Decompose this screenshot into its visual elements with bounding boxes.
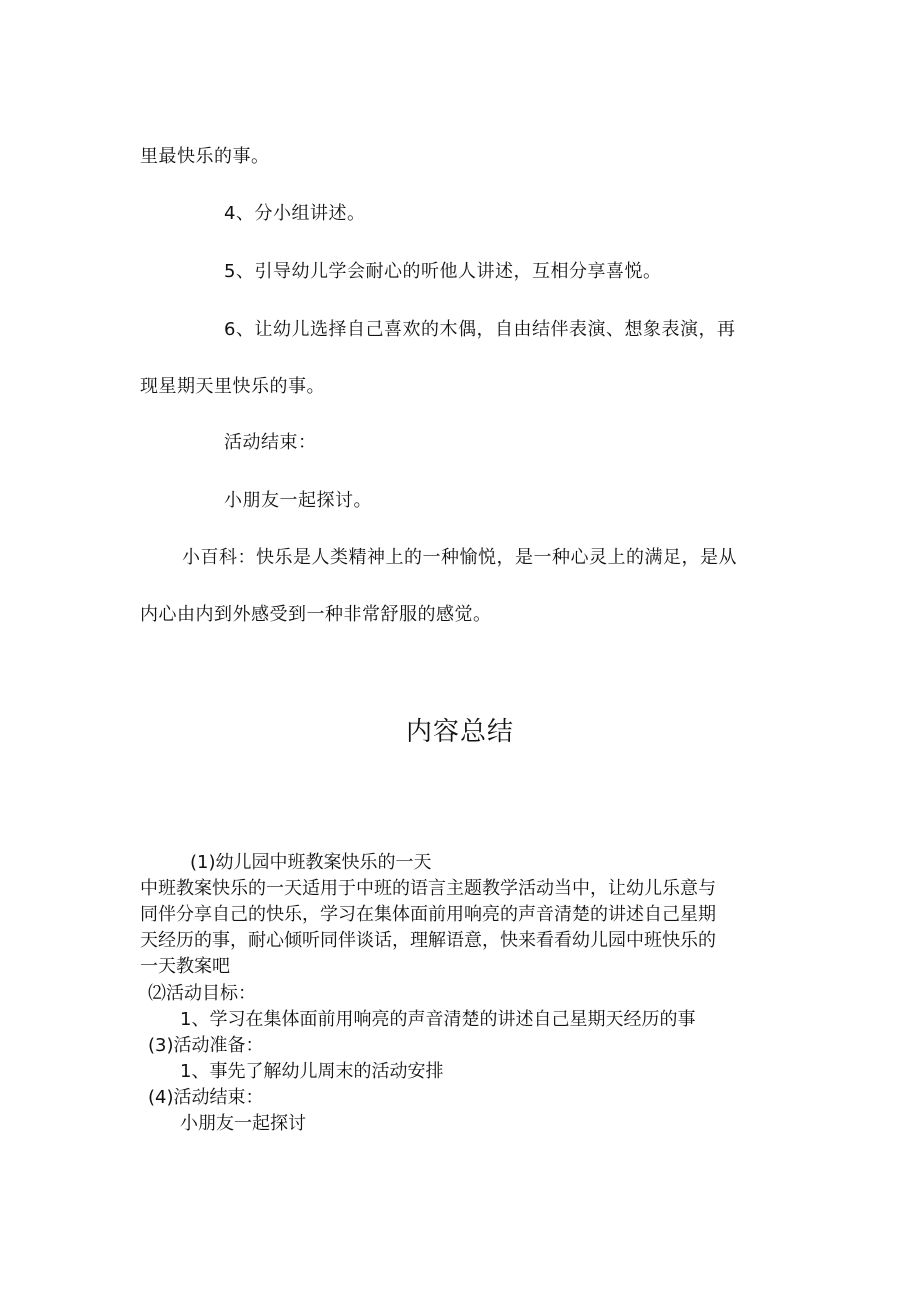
- body-line-1: 里最快乐的事。: [140, 146, 270, 167]
- summary-line-11: 小朋友一起探讨: [180, 1113, 306, 1134]
- summary-line-6: ⑵活动目标：: [148, 983, 256, 1004]
- summary-line-2: 中班教案快乐的一天适用于中班的语言主题教学活动当中，让幼儿乐意与: [140, 878, 716, 899]
- summary-line-1: (1)幼儿园中班教案快乐的一天: [190, 852, 432, 873]
- summary-line-5: 一天教案吧: [140, 956, 230, 977]
- body-line-3: 5、引导幼儿学会耐心的听他人讲述，互相分享喜悦。: [224, 261, 662, 282]
- summary-title: 内容总结: [405, 717, 514, 747]
- body-line-4: 6、让幼儿选择自己喜欢的木偶，自由结伴表演、想象表演，再: [224, 319, 736, 340]
- body-line-9: 内心由内到外感受到一种非常舒服的感觉。: [140, 604, 492, 625]
- summary-line-8: (3)活动准备：: [148, 1035, 264, 1056]
- summary-line-3: 同伴分享自己的快乐，学习在集体面前用响亮的声音清楚的讲述自己星期: [140, 904, 716, 925]
- body-line-5: 现星期天里快乐的事。: [140, 376, 325, 397]
- body-line-8: 小百科：快乐是人类精神上的一种愉悦，是一种心灵上的满足，是从: [182, 547, 737, 568]
- body-line-6: 活动结束：: [224, 432, 317, 453]
- body-line-2: 4、分小组讲述。: [224, 203, 366, 224]
- body-line-7: 小朋友一起探讨。: [224, 490, 372, 511]
- summary-line-7: 1、学习在集体面前用响亮的声音清楚的讲述自己星期天经历的事: [180, 1009, 696, 1030]
- summary-line-10: (4)活动结束：: [148, 1087, 264, 1108]
- summary-line-4: 天经历的事，耐心倾听同伴谈话，理解语意，快来看看幼儿园中班快乐的: [140, 930, 716, 951]
- summary-line-9: 1、事先了解幼儿周末的活动安排: [180, 1061, 444, 1082]
